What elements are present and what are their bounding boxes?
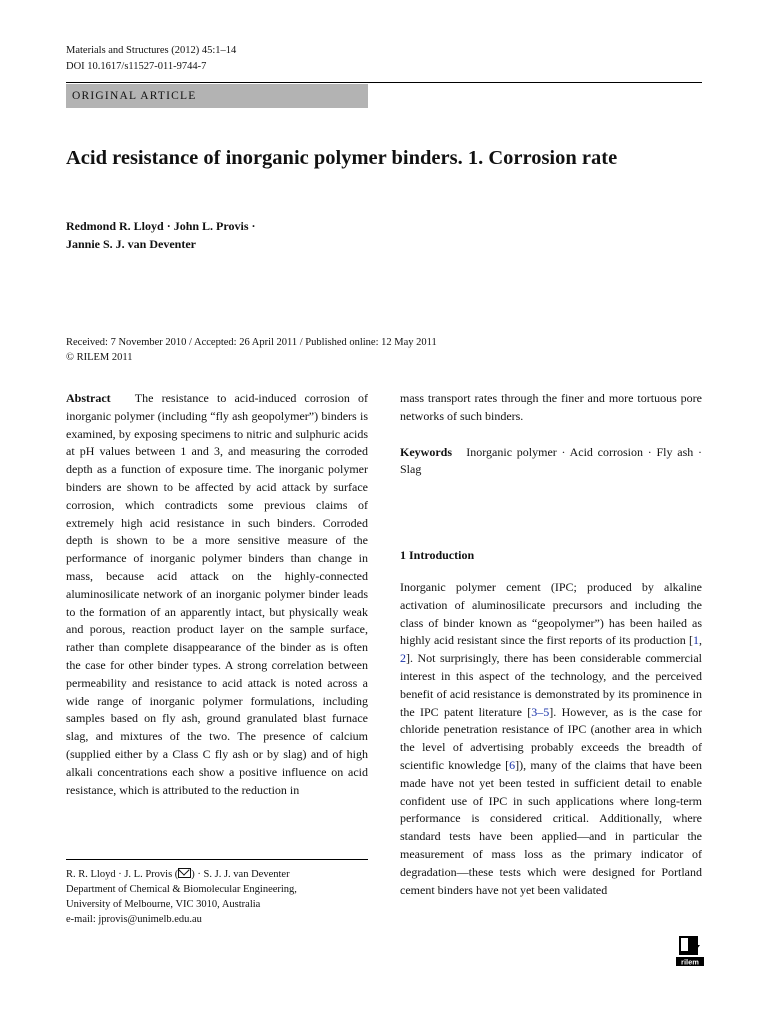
intro-text-2: , [699, 633, 702, 648]
keywords-label: Keywords [400, 444, 452, 459]
author-affiliation-footnote [66, 867, 368, 927]
header-rule [66, 82, 702, 83]
abstract-text: The resistance to acid-induced corrosion of inorganic polymer (including “fly ash geopolymer”) binders is examined, by exposing specimens to nitric and sulphuric acids at pH values between 1 and 3, and measuring the corroded depth as a function of exposure time. The inorganic polymer binders are shown to be affected by acid attack by surface corrosion, which contradicts some previous claims of extremely high acid resistance in such binders. Corroded depth is shown to be a more sensitive measure of the performance of inorganic polymer binders than change in mass, because acid attack on the highly-connected aluminosilicate network of an inorganic polymer binder leads to the formation of an apparently intact, but physically weak and porous, reaction product layer on the sample surface, rather than complete disappearance of the binder as is often the case for other binder types. A strong correlation between permeability and resistance to acid attack is noted across a wide range of inorganic polymer formulations, including samples based on fly ash, ground granulated blast furnace slag, and mixtures of the two. The presence of calcium (supplied either by a Class C fly ash or by slag) and of high alkali concentrations each show a positive influence on acid resistance, which is attributed to the reduction in [66, 391, 368, 797]
authors-line-2: Jannie S. J. van Deventer [66, 237, 196, 251]
keywords [400, 444, 702, 480]
dates-line: Received: 7 November 2010 / Accepted: 26 April 2011 / Published online: 12 May 2011 [66, 337, 437, 348]
section-heading-introduction: 1 Introduction [400, 548, 475, 563]
abstract-label: Abstract [66, 391, 111, 405]
journal-citation: Materials and Structures (2012) 45:1–14 [66, 45, 237, 56]
keywords-text: Inorganic polymer · Acid corrosion · Fly ash · Slag [400, 444, 703, 477]
introduction-paragraph [400, 579, 702, 899]
article-type-label: ORIGINAL ARTICLE [66, 84, 368, 108]
abstract-continued: mass transport rates through the finer and more tortuous pore networks of such binders. [400, 391, 702, 423]
citation-link[interactable]: 1 [693, 633, 699, 648]
footnote-rule [66, 859, 368, 860]
intro-text-1: Inorganic polymer cement (IPC; produced by alkaline activation of aluminosilicate precursors and including the class of binder known as “geopolymer”) has been hailed as highly acid resistant since the first reports of its production [ [400, 579, 702, 648]
authors-line-1: Redmond R. Lloyd · John L. Provis · [66, 219, 256, 233]
intro-text-3: ]. Not surprisingly, there has been considerable commercial interest in this aspect of the technology, and the perceived benefit of acid resistance is demonstrated by its prominence in the IPC patent literature [ [400, 651, 702, 719]
paper-title: Acid resistance of inorganic polymer binders. 1. Corrosion rate [66, 147, 618, 169]
copyright-line: © RILEM 2011 [66, 352, 133, 363]
author-list [66, 217, 386, 253]
publication-dates [66, 335, 706, 365]
citation-link[interactable]: 3–5 [531, 704, 550, 719]
footnote-email[interactable]: e-mail: jprovis@unimelb.edu.au [66, 914, 202, 925]
footnote-names [66, 867, 368, 882]
citation-link[interactable]: 6 [509, 757, 516, 772]
footnote-department: Department of Chemical & Biomolecular Engineering, [66, 884, 297, 895]
intro-text-5: ]), many of the claims that have been made have not yet been tested in sufficient detail to enable confident use of IPC in such applications where long-term performance is considered critical. Additionally, where standard tests have been applied—and in particular the measurement of mass loss as the primary indicator of degradation—these tests which were designed for Portland cement binders have not yet been validated [400, 757, 702, 897]
footnote-university: University of Melbourne, VIC 3010, Australia [66, 899, 261, 910]
intro-text-4: ]. However, as is the case for chloride penetration resistance of IPC (another area in which the level of advertising probably exceeds the breadth of scientific knowledge [ [400, 704, 703, 772]
footnote-names-a: R. R. Lloyd · J. L. Provis ( [66, 869, 179, 880]
footnote-names-b: ) · S. J. J. van Deventer [191, 869, 290, 880]
logo-text: rilem [681, 957, 699, 966]
citation-link[interactable]: 2 [400, 651, 406, 666]
right-column [400, 390, 702, 899]
rilem-logo [676, 936, 704, 966]
doi: DOI 10.1617/s11527-011-9744-7 [66, 61, 207, 72]
envelope-icon [178, 868, 191, 878]
abstract [66, 390, 368, 799]
journal-header [66, 43, 236, 75]
left-column [66, 390, 368, 799]
